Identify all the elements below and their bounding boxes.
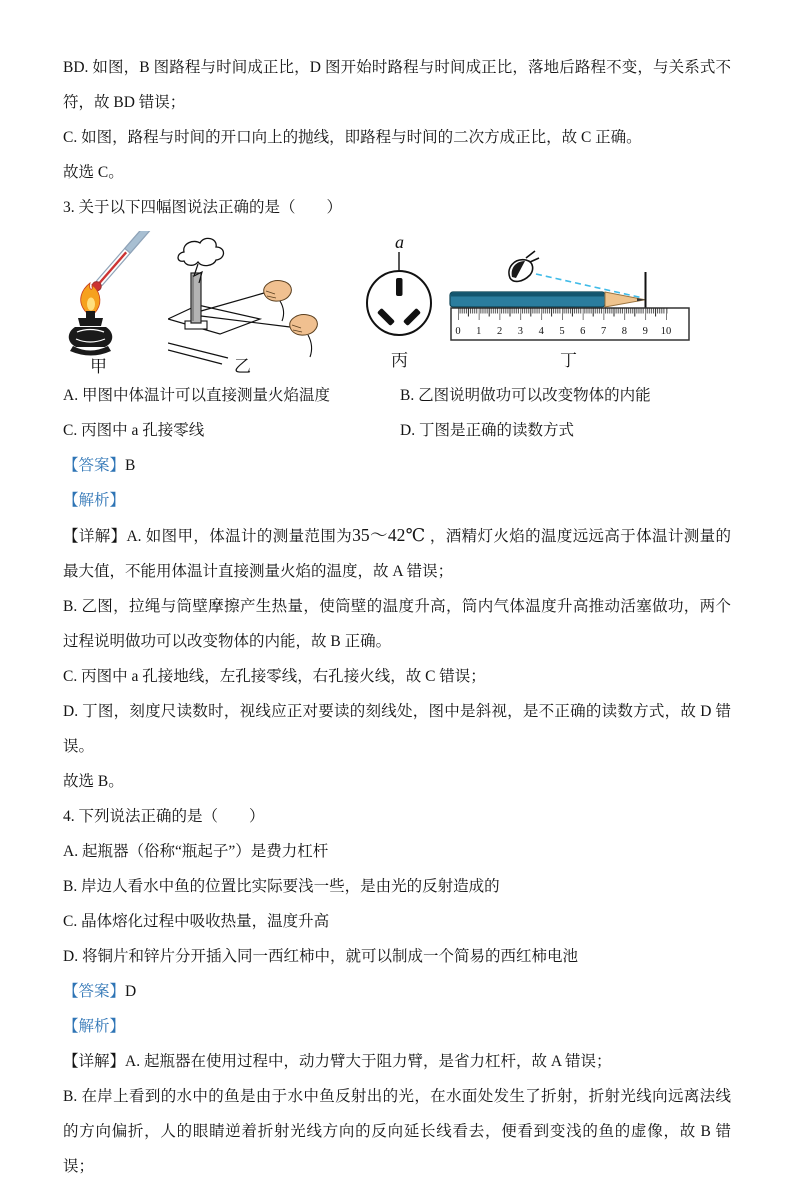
option-4-d: D. 将铜片和锌片分开插入同一西红柿中，就可以制成一个简易的西红柿电池	[63, 948, 578, 965]
board-icon	[168, 305, 260, 334]
alcohol-lamp-icon	[69, 311, 113, 356]
option-4-a: A. 起瓶器（俗称“瓶起子”）是费力杠杆	[63, 843, 329, 860]
hand-icon	[290, 315, 318, 335]
option-3-d: D. 丁图是正确的读数方式	[400, 422, 574, 439]
detail-q3-c: C. 丙图中 a 孔接地线，左孔接零线，右孔接火线，故 C 错误；	[63, 668, 486, 685]
option-4-c: C. 晶体熔化过程中吸收热量，温度升高	[63, 913, 330, 930]
eye-icon	[509, 251, 539, 281]
ruler-icon	[451, 308, 689, 340]
question-4-title: 4. 下列说法正确的是（ ）	[63, 808, 265, 825]
analysis-label: 【解析】	[63, 1018, 126, 1035]
detail-q3-d: D. 丁图，刻度尺读数时，视线应正对要读的刻线处，图中是斜视，是不正确的读数方式，故 D 错误。	[63, 703, 731, 755]
figure-yi	[168, 231, 353, 376]
answer-value: D	[125, 983, 137, 1000]
question-3-options	[63, 378, 731, 448]
figure-label-ding: 丁	[560, 351, 577, 370]
ruler-number: 5	[559, 326, 565, 337]
figure-label-jia: 甲	[90, 357, 107, 376]
analysis-line-q4	[63, 1009, 731, 1044]
answer-value: B	[125, 457, 136, 474]
figure-ding	[448, 236, 693, 376]
detail-q3-a	[63, 518, 731, 589]
question-3-figures	[63, 231, 731, 376]
detail-q4-b: B. 在岸上看到的水中的鱼是由于水中鱼反射出的光，在水面处发生了折射，折射光线向远离法线的方向偏折，人的眼睛逆着折射光线方向的反向延长线看去，便看到变浅的鱼的虚像，故 B 错误；	[63, 1088, 731, 1175]
conclusion-q3: 故选 B。	[63, 773, 124, 790]
answer-line-q3	[63, 448, 731, 483]
figure-jia	[63, 231, 168, 376]
hole-label-a: a	[395, 232, 404, 252]
ruler-number: 6	[580, 326, 586, 337]
rope-tail-upper	[280, 301, 284, 321]
temperature-range-formula: 35～42℃	[352, 525, 426, 545]
ruler-number: 8	[621, 326, 628, 337]
ruler-number: 1	[476, 326, 482, 337]
option-3-b: B. 乙图说明做功可以改变物体的内能	[400, 387, 651, 404]
ruler-number: 10	[660, 326, 672, 337]
explanation-c-line: C. 如图，路程与时间的开口向上的抛线，即路程与时间的二次方成正比，故 C 正确。	[63, 129, 642, 146]
rope-tail-lower	[308, 335, 312, 357]
ruler-number: 7	[600, 326, 607, 337]
thermometer-icon	[90, 231, 154, 293]
socket-icon	[367, 271, 431, 335]
answer-label: 【答案】	[63, 983, 126, 1000]
ruler-number: 4	[538, 326, 544, 337]
conclusion-q2: 故选 C。	[63, 164, 124, 181]
analysis-line-q3	[63, 483, 731, 518]
rope-upper	[201, 293, 264, 311]
detail-q3-b: B. 乙图，拉绳与筒壁摩擦产生热量，使筒壁的温度升高，筒内气体温度升高推动活塞做功，两个过程说明做功可以改变物体的内能，故 B 正确。	[63, 598, 731, 650]
figure-label-yi: 乙	[234, 357, 251, 376]
explanation-bd-line: BD. 如图，B 图路程与时间成正比，D 图开始时路程与时间成正比，落地后路程不变，与关系式不符，故 BD 错误；	[63, 59, 731, 111]
detail-q4-a: 【详解】A. 起瓶器在使用过程中，动力臂大于阻力臂，是省力杠杆，故 A 错误；	[63, 1053, 612, 1070]
hand-icon	[264, 281, 292, 301]
ruler-number: 3	[517, 326, 524, 337]
detail-text: ，酒精灯火焰的温度远远高于体温计测量的最大值，不能用体温计直接测量火焰的温度，故 A 错误；	[63, 528, 732, 580]
answer-label: 【答案】	[63, 457, 126, 474]
detail-text: 【详解】A. 如图甲，体温计的测量范围为	[63, 528, 353, 545]
ruler-number: 0	[455, 326, 461, 337]
vapor-cloud-icon	[178, 238, 224, 283]
option-3-a: A. 甲图中体温计可以直接测量火焰温度	[63, 387, 330, 404]
option-4-b: B. 岸边人看水中鱼的位置比实际要浅一些，是由光的反射造成的	[63, 878, 500, 895]
question-3-title: 3. 关于以下四幅图说法正确的是（ ）	[63, 199, 343, 216]
ruler-number: 2	[496, 326, 503, 337]
answer-line-q4	[63, 974, 731, 1009]
analysis-label: 【解析】	[63, 492, 126, 509]
bench-edge-icon	[168, 343, 228, 364]
pencil-icon	[450, 292, 645, 307]
figure-label-bing: 丙	[391, 351, 408, 370]
figure-bing	[353, 231, 448, 376]
ruler-number: 9	[642, 326, 648, 337]
option-3-c: C. 丙图中 a 孔接零线	[63, 422, 205, 439]
